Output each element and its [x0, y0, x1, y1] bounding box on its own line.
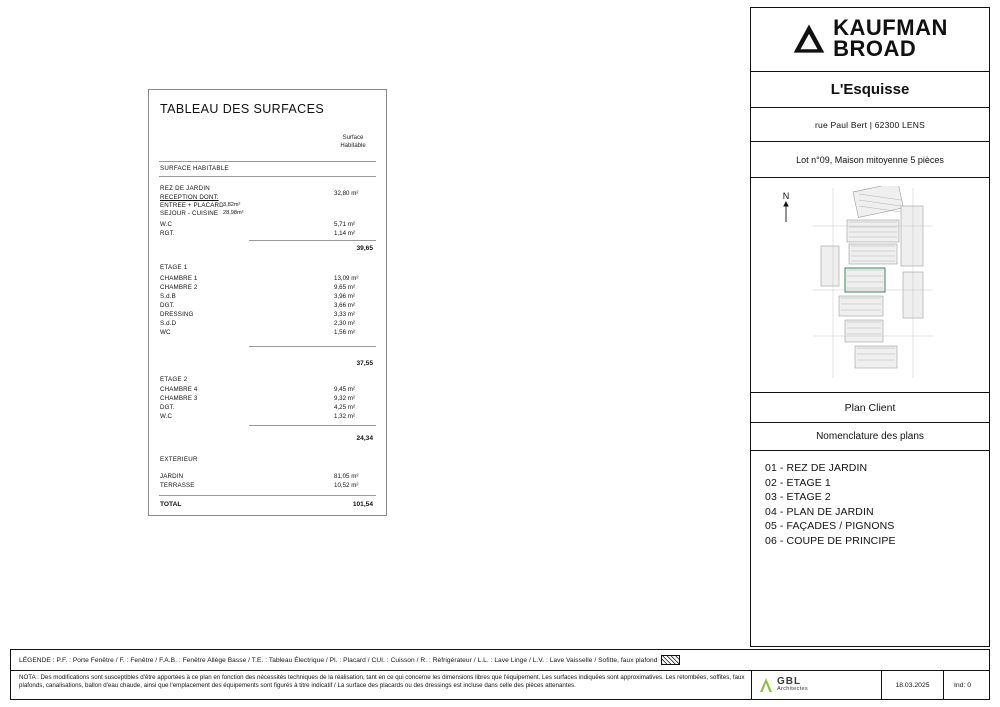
level-name-1: ETAGE 1 — [160, 264, 188, 271]
row-label: TERRASSE — [160, 482, 195, 489]
row-label: ENTREE + PLACARD — [160, 202, 224, 209]
row-label: CHAMBRE 1 — [160, 275, 198, 282]
nomenclature-item[interactable]: 02 - ETAGE 1 — [765, 476, 831, 489]
table-divider — [249, 346, 376, 347]
row-label: CHAMBRE 2 — [160, 284, 198, 291]
row-label: SEJOUR - CUISINE — [160, 210, 219, 217]
date-cell: 18.03.2025 — [881, 671, 943, 699]
level-subtotal-0: 39,65 — [356, 245, 373, 252]
nomenclature-title: Nomenclature des plans — [816, 431, 924, 442]
row-label: W.C — [160, 221, 173, 228]
row-value: 10,52 m² — [334, 482, 359, 489]
table-divider — [159, 495, 376, 496]
nomenclature-title-row — [751, 423, 989, 451]
nota-bar — [10, 671, 990, 700]
legend-bar — [10, 649, 990, 671]
brand-name-line1: KAUFMAN — [833, 15, 948, 41]
nomenclature-list — [751, 451, 989, 548]
row-value: 3,96 m² — [334, 293, 355, 300]
nota-text: NOTA : Des modifications sont susceptibles d'être apportées à ce plan en fonction des nécessités techniques de la réalisation, tant en ce qui concerne les dimensions libres que l'équipement. Les surfaces indiquées sont approximatives. Les retombées, soffites, faux plafonds, canalisations, ballon d'eau chaude, ainsi que l'emplacement des équipements sont figurés à titre indicatif / La surface des placards ou des dressings est incluse dans celle des pièces attenantes. — [19, 674, 745, 690]
row-label: DRESSING — [160, 311, 194, 318]
surface-column-header-line1: Surface — [342, 135, 364, 141]
row-value: 13,09 m² — [334, 275, 359, 282]
project-address: rue Paul Bert | 62300 LENS — [815, 119, 925, 130]
lot-description-row — [751, 142, 989, 178]
row-label: CHAMBRE 4 — [160, 386, 198, 393]
project-address-row — [751, 108, 989, 142]
lot-description: Lot n°09, Maison mitoyenne 5 pièces — [796, 154, 944, 165]
total-label: TOTAL — [160, 501, 182, 508]
nomenclature-item[interactable]: 04 - PLAN DE JARDIN — [765, 505, 874, 518]
plan-client-label: Plan Client — [844, 401, 896, 414]
row-label: JARDIN — [160, 473, 184, 480]
level-subtotal-2: 24,34 — [356, 435, 373, 442]
project-title-row — [751, 72, 989, 108]
row-label: RECEPTION DONT: — [160, 194, 219, 201]
surface-column-header — [330, 135, 376, 150]
kaufman-logo-icon — [792, 22, 826, 56]
architect-block — [751, 671, 881, 699]
architect-subtitle: Architectes — [777, 686, 808, 693]
table-divider — [159, 161, 376, 162]
row-label: S.d.D — [160, 320, 177, 327]
nomenclature-item[interactable]: 05 - FAÇADES / PIGNONS — [765, 520, 895, 532]
site-plan-thumbnail — [809, 186, 937, 381]
row-value: 2,30 m² — [334, 320, 355, 327]
level-name-0: REZ DE JARDIN — [160, 185, 211, 192]
nomenclature-item[interactable]: 01 - REZ DE JARDIN — [765, 462, 868, 474]
exterior-name: EXTERIEUR — [160, 456, 198, 463]
compass-north-label: N — [782, 191, 790, 201]
gbl-logo-icon — [760, 678, 772, 692]
row-value: 3,66 m² — [334, 302, 355, 309]
table-divider — [249, 240, 376, 241]
row-label: S.d.B — [160, 293, 176, 300]
compass — [773, 191, 799, 223]
surface-table — [148, 89, 387, 516]
row-subvalue: 3,82m² — [223, 202, 241, 208]
row-value: 4,25 m² — [334, 404, 355, 411]
architect-name: GBL — [777, 675, 802, 687]
row-value: 5,71 m² — [334, 221, 355, 228]
row-value: 9,65 m² — [334, 284, 355, 291]
total-value: 101,54 — [352, 501, 373, 508]
row-value: 1,56 m² — [334, 329, 355, 336]
row-label: CHAMBRE 3 — [160, 395, 198, 402]
kaufman-broad-logo — [751, 8, 989, 72]
row-label: DGT. — [160, 302, 175, 309]
row-value: 1,32 m² — [334, 413, 355, 420]
brand-name-line2: BROAD — [833, 35, 917, 61]
row-label: DGT. — [160, 404, 175, 411]
title-block-panel — [750, 7, 990, 647]
row-label: WC — [160, 329, 171, 336]
nomenclature-item[interactable]: 03 - ETAGE 2 — [765, 491, 831, 503]
row-value: 9,32 m² — [334, 395, 355, 402]
section-habitable-label: SURFACE HABITABLE — [160, 165, 229, 172]
plan-client-row — [751, 393, 989, 423]
compass-arrow-icon — [781, 201, 791, 223]
site-plan-row — [751, 178, 989, 393]
level-name-2: ETAGE 2 — [160, 376, 188, 383]
row-label: W.C — [160, 413, 173, 420]
legend-text: LÉGENDE : P.F. : Porte Fenêtre / F. : Fenêtre / F.A.B. : Fenêtre Allège Basse / T.E. : Tableau Électrique / Pl. : Placard / CUI. : Cuisson / R. : Réfrigérateur / L.L. : Lave Linge / L.V. : Lave Vaisselle / Sofitte, faux plafond — [19, 656, 658, 664]
indice-cell: Ind: 0 — [943, 671, 989, 699]
row-value: 9,45 m² — [334, 386, 355, 393]
panel-divider — [749, 649, 750, 650]
row-value: 81,05 m² — [334, 473, 359, 480]
row-value: 32,80 m² — [334, 190, 359, 197]
row-label: RGT. — [160, 230, 175, 237]
project-title: L'Esquisse — [830, 81, 910, 98]
table-divider — [159, 176, 376, 177]
hatch-swatch-icon — [661, 655, 680, 665]
row-subvalue: 28,98m² — [223, 210, 244, 216]
level-subtotal-1: 37,55 — [356, 360, 373, 367]
surface-table-title: TABLEAU DES SURFACES — [160, 102, 325, 116]
nomenclature-item[interactable]: 06 - COUPE DE PRINCIPE — [765, 534, 896, 547]
surface-column-header-line2: Habitable — [340, 142, 366, 149]
table-divider — [249, 425, 376, 426]
row-value: 3,33 m² — [334, 311, 355, 318]
row-value: 1,14 m² — [334, 230, 355, 237]
